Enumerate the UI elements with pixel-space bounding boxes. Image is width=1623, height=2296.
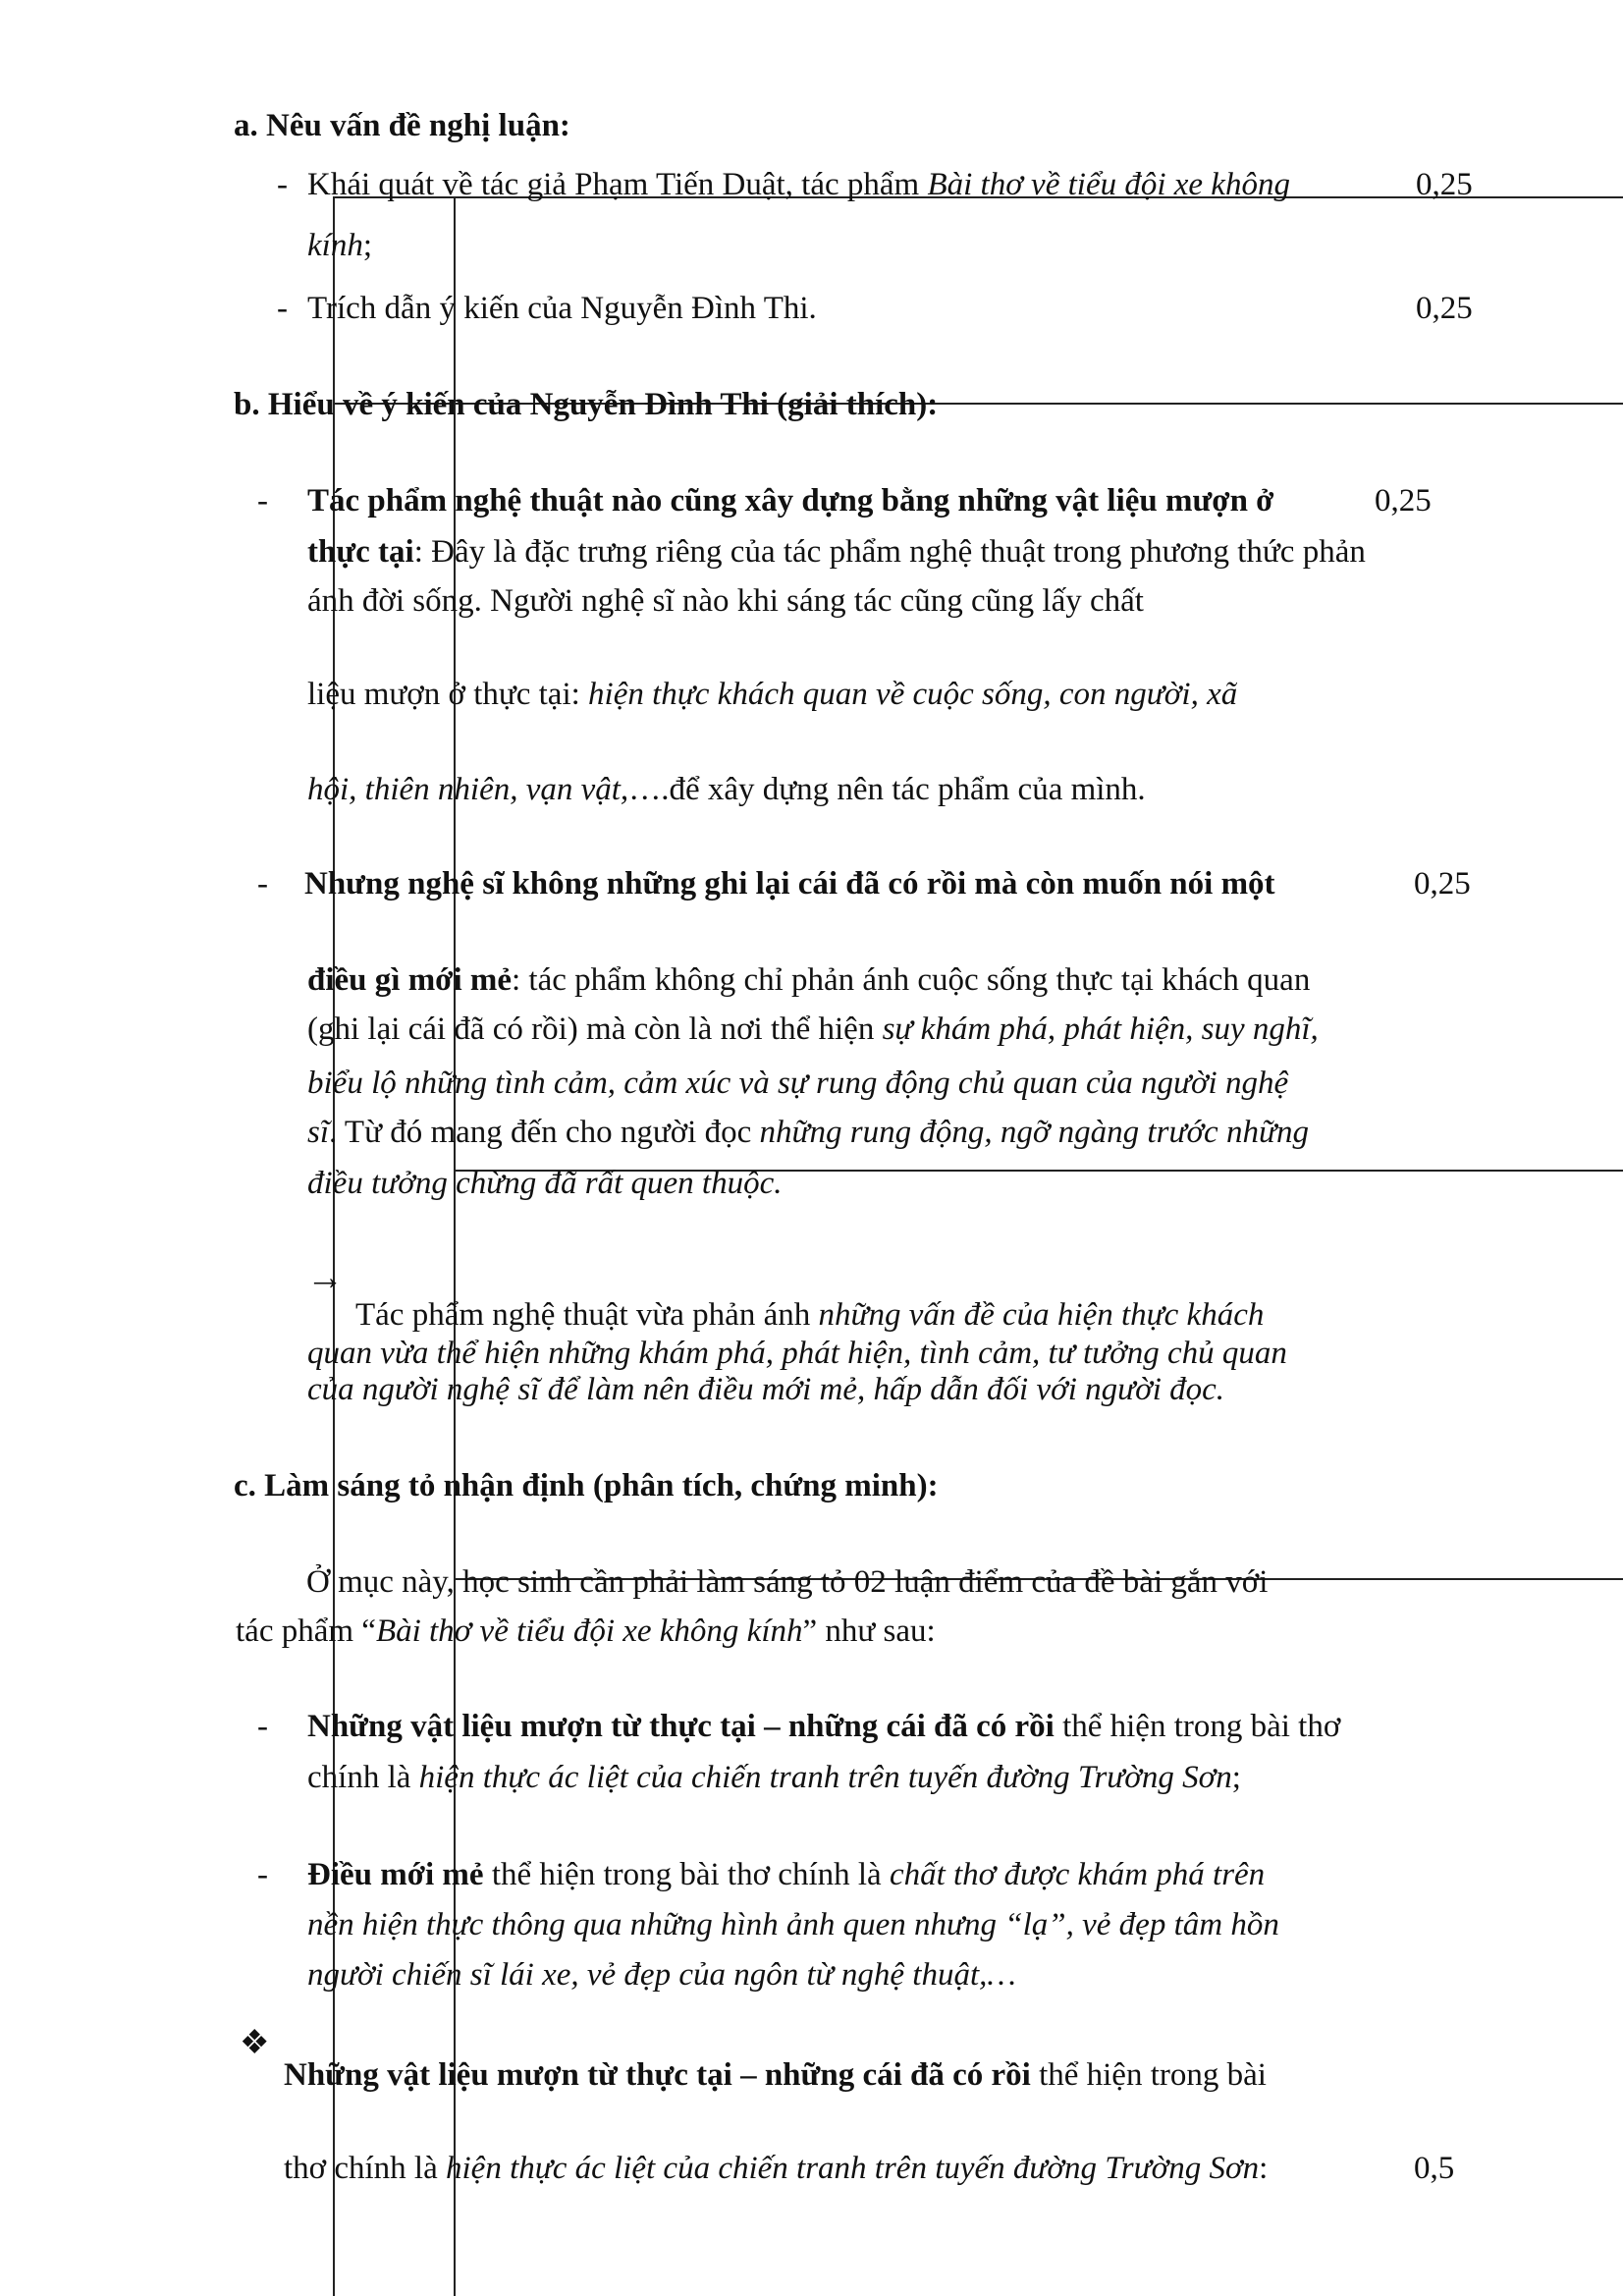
section-c-item-1-line-2: chính là hiện thực ác liệt của chiến tranh trên tuyến đường Trường Sơn; xyxy=(307,1760,1241,1795)
section-c-intro-line-1: Ở mục này, học sinh cần phải làm sáng tỏ 02 luận điểm của đề bài gắn với xyxy=(306,1564,1269,1600)
section-b-item-2-line-5: sĩ. Từ đó mang đến cho người đọc những rung động, ngỡ ngàng trước những xyxy=(307,1115,1309,1150)
section-b-item-2-line-3: (ghi lại cái đã có rồi) mà còn là nơi thể hiện sự khám phá, phát hiện, suy nghĩ, xyxy=(307,1011,1319,1047)
arrow-icon: → xyxy=(306,1257,344,1298)
score-value: 0,25 xyxy=(1375,483,1432,519)
section-c-item-2-line-3: người chiến sĩ lái xe, vẻ đẹp của ngôn từ nghệ thuật,… xyxy=(307,1957,1016,1993)
section-a-item-1-line-2: kính; xyxy=(307,228,372,263)
section-c-item-2-line-1: Điều mới mẻ thể hiện trong bài thơ chính là chất thơ được khám phá trên xyxy=(307,1857,1266,1892)
score-value: 0,25 xyxy=(1416,291,1473,326)
bullet-dash: - xyxy=(257,483,268,519)
bullet-dash: - xyxy=(257,1857,268,1892)
bullet-dash: - xyxy=(277,167,288,202)
bullet-dash: - xyxy=(257,1709,268,1744)
section-c-intro-line-2: tác phẩm “Bài thơ về tiểu đội xe không kính” như sau: xyxy=(236,1613,936,1649)
section-b-item-2-line-6: điều tưởng chừng đã rất quen thuộc. xyxy=(307,1166,783,1201)
section-b-item-2-line-4: biểu lộ những tình cảm, cảm xúc và sự rung động chủ quan của người nghệ xyxy=(307,1066,1289,1101)
section-b-item-1-line-3: ánh đời sống. Người nghệ sĩ nào khi sáng tác cũng cũng lấy chất xyxy=(307,583,1144,619)
section-b-conclusion-line-2: quan vừa thể hiện những khám phá, phát hiện, tình cảm, tư tưởng chủ quan xyxy=(307,1336,1287,1371)
section-c-item-1-line-1: Những vật liệu mượn từ thực tại – những cái đã có rồi thể hiện trong bài thơ xyxy=(307,1709,1341,1744)
score-value: 0,25 xyxy=(1414,866,1471,902)
section-b-item-2-line-2: điều gì mới mẻ: tác phẩm không chỉ phản ánh cuộc sống thực tại khách quan xyxy=(307,962,1311,998)
section-c-point-line-1: Những vật liệu mượn từ thực tại – những cái đã có rồi thể hiện trong bài xyxy=(284,2057,1267,2093)
section-b-item-2-line-1: Nhưng nghệ sĩ không những ghi lại cái đã có rồi mà còn muốn nói một xyxy=(304,866,1275,902)
score-value: 0,25 xyxy=(1416,167,1473,202)
score-value: 0,5 xyxy=(1414,2151,1455,2186)
section-a-item-1-line-1: Khái quát về tác giả Phạm Tiến Duật, tác phẩm Bài thơ về tiểu đội xe không xyxy=(307,167,1290,202)
diamond-bullet-icon: ❖ xyxy=(240,2025,270,2061)
section-b-heading: b. Hiểu về ý kiến của Nguyễn Đình Thi (giải thích): xyxy=(234,387,939,422)
section-a-item-2: Trích dẫn ý kiến của Nguyễn Đình Thi. xyxy=(307,291,817,326)
section-a-heading: a. Nêu vấn đề nghị luận: xyxy=(234,108,570,143)
section-b-conclusion-line-1: Tác phẩm nghệ thuật vừa phản ánh những vấn đề của hiện thực khách xyxy=(355,1297,1265,1333)
section-c-heading: c. Làm sáng tỏ nhận định (phân tích, chứng minh): xyxy=(234,1468,939,1503)
section-c-item-2-line-2: nền hiện thực thông qua những hình ảnh quen nhưng “lạ”, vẻ đẹp tâm hồn xyxy=(307,1907,1279,1942)
section-b-item-1-line-5: hội, thiên nhiên, vạn vật,….để xây dựng nên tác phẩm của mình. xyxy=(307,772,1146,807)
section-b-item-1-line-2: thực tại: Đây là đặc trưng riêng của tác phẩm nghệ thuật trong phương thức phản xyxy=(307,534,1366,570)
section-b-item-1-line-1: Tác phẩm nghệ thuật nào cũng xây dựng bằng những vật liệu mượn ở xyxy=(307,483,1274,519)
section-c-point-line-2: thơ chính là hiện thực ác liệt của chiến tranh trên tuyến đường Trường Sơn: xyxy=(284,2151,1269,2186)
bullet-dash: - xyxy=(277,291,288,326)
section-b-item-1-line-4: liệu mượn ở thực tại: hiện thực khách quan về cuộc sống, con người, xã xyxy=(307,677,1238,712)
bullet-dash: - xyxy=(257,866,268,902)
section-b-conclusion-line-3: của người nghệ sĩ để làm nên điều mới mẻ, hấp dẫn đối với người đọc. xyxy=(307,1372,1225,1407)
